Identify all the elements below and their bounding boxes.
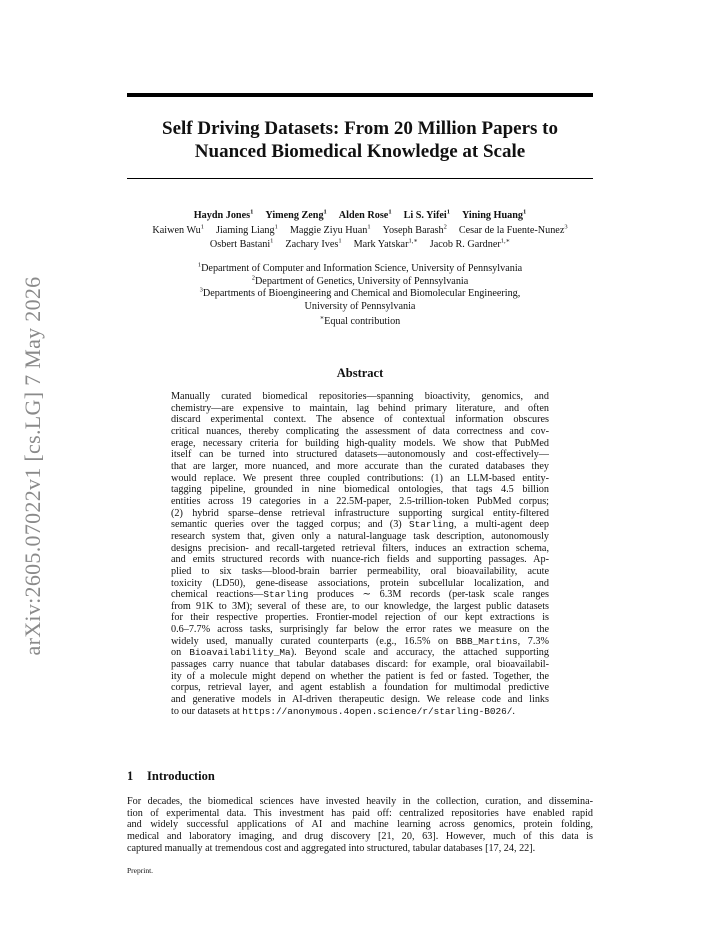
author-row [110,209,610,224]
author-affiliation-mark: 1 [323,208,327,216]
text-line: that are larger, more nuanced, and more accurate than the curated databases they [171,460,549,472]
text-line: tagging pipeline, grounded in nine biomedical ontologies, that tags 4.5 billion [171,484,549,496]
author-name: Li S. Yifei$^1$ [403,208,450,221]
author-name: Mark Yatskar$^{1,∗}$ [353,237,418,250]
author-name: Osbert Bastani$^1$ [209,237,274,250]
affiliation-text: Department of Computer and Information Science, University of Pennsylvania [201,263,523,274]
affiliations [110,263,610,329]
author-affiliation-mark: 1 [274,223,278,231]
affiliation-line [110,288,610,301]
author-affiliation-mark: 1,∗ [408,237,418,245]
code-term: https://anonymous.4open.science/r/starling-B026/ [242,705,513,717]
author-row [110,238,610,253]
affiliation-text: Department of Genetics, University of Pennsylvania [254,275,469,287]
affiliation-line [110,276,610,289]
text-line: erage, necessary criteria for building high-quality models. We show that PubMed [171,437,549,449]
title-rule-bottom [127,178,593,179]
title-line: Self Driving Datasets: From 20 Million Papers to [162,118,558,139]
abstract-heading: Abstract [336,366,384,380]
title-rule-top [127,93,593,97]
affiliation-text: University of Pennsylvania [304,300,416,312]
equal-contribution-note [110,316,610,329]
text-line: (2) hybrid sparse–dense retrieval infrastructure supporting surgical entity-filtered [171,507,549,519]
arxiv-stamp: arXiv:2605.07022v1 [cs.LG] 7 May 2026 [20,276,45,656]
code-term: Starling [408,519,454,531]
author-name: Maggie Ziyu Huan$^1$ [289,223,371,236]
author-affiliation-mark: 1 [338,237,342,245]
abstract-body [171,391,549,717]
text-line: corpus, retrieval layer, and agent establish a foundation for multimodal predictive [171,682,549,694]
text-line: would replace. We present three coupled contributions: (1) an LLM-based entity- [171,472,549,484]
author-affiliation-mark: 2 [443,223,447,231]
text-line: to our datasets at https://anonymous.4open.science/r/starling-B026/. [171,705,515,717]
author-affiliation-mark: 1 [523,208,527,216]
text-line: semantic queries over the tagged corpus; and (3) Starling, a multi-agent deep [171,519,549,531]
code-term: Starling [263,589,309,601]
introduction-body [127,796,593,854]
author-name: Cesar de la Fuente-Nunez$^3$ [458,223,568,236]
text-line: widely used, manually curated counterparts (e.g., 16.5% on BBB_Martins, 7.3% [171,635,549,647]
author-name: Jacob R. Gardner$^{1,∗}$ [429,237,511,250]
text-line: and generative models in AI-driven therapeutic design. We release code and links [171,694,549,706]
text-line: captured manually at tremendous cost and aggregated into structured, tabular databases [17, 24, 22]. [127,842,536,854]
text-line: and emits structured records with nuance-rich fields and supporting passages. Ap- [171,554,549,566]
text-line: For decades, the biomedical sciences have invested heavily in the collection, curation, and dissemina- [127,796,593,807]
author-name: Yoseph Barash$^2$ [382,223,447,236]
text-line: ity of a molecule might depend on whether the patient is fed or fasted. Together, the [171,670,549,682]
equal-contribution-mark: ∗ [319,314,325,322]
text-line: from 91K to 3M); several of these are, to our knowledge, the largest public datasets [171,600,549,612]
text-line: designs precision- and recall-targeted retrieval filters, induces an extraction schema, [171,542,549,554]
text-line: itself can be turned into structured datasets—autonomously and cost-effectively— [171,449,549,461]
author-name: Yining Huang$^1$ [461,208,527,221]
affiliation-mark: 2 [251,274,255,282]
author-affiliation-mark: 1 [388,208,392,216]
code-term: BBB_Martins [455,635,518,647]
text-line: chemical reactions—Starling produces ∼ 6.3M records (per-task scale ranges [171,589,549,601]
text-line: research system that, given only a natural-language task description, autonomously [171,530,549,542]
section-heading [127,769,215,784]
author-block [110,209,610,253]
author-name: Yimeng Zeng$^1$ [265,208,327,221]
author-affiliation-mark: 1 [270,237,274,245]
section-number: 1 [127,769,134,783]
text-line: toxicity (LD50), gene-disease associations, protein subcellular localization, and [171,577,549,589]
author-row [110,224,610,239]
author-affiliation-mark: 1,∗ [500,237,511,245]
section-title: Introduction [147,769,215,783]
equal-contribution-text: Equal contribution [324,316,401,328]
author-affiliation-mark: 1 [446,208,450,216]
text-line: passages carry nuance that tabular databases discard: for example, oral bioavailabil- [171,659,549,671]
text-line: plied to six tasks—blood-brain barrier permeability, oral bioavailability, acute [171,565,549,577]
author-affiliation-mark: 3 [564,223,568,231]
author-name: Zachary Ives$^1$ [285,237,342,250]
text-line: tion of experimental data. This investment has paid off: centralized repositories have enabled rapid [127,807,593,819]
title-line: Nuanced Biomedical Knowledge at Scale [194,141,526,162]
affiliation-line [110,263,610,276]
author-affiliation-mark: 1 [200,223,205,231]
affiliation-text: Departments of Bioengineering and Chemical and Biomolecular Engineering, [202,288,521,300]
author-name: Kaiwen Wu$^1$ [152,223,205,236]
text-line: entities across 19 categories in a 22.5M-paper, 2.5-trillion-token PubMed corpus; [171,495,549,507]
text-line: on Bioavailability_Ma). Beyond scale and accuracy, the attached supporting [171,647,549,659]
affiliation-mark: 1 [197,261,202,269]
author-name: Jiaming Liang$^1$ [216,223,278,236]
text-line: chemistry—are expensive to maintain, lag behind primary literature, and often [171,402,549,414]
text-line: Manually curated biomedical repositories—spanning bioactivity, genomics, and [171,391,549,402]
preprint-footer: Preprint. [127,866,154,875]
author-name: Haydn Jones$^1$ [193,208,254,221]
author-affiliation-mark: 1 [250,208,254,216]
affiliation-line [110,301,610,314]
text-line: and widely successful applications of AI and machine learning across genomics, protein folding, [127,819,593,831]
author-name: Alden Rose$^1$ [338,208,392,221]
affiliation-mark: 3 [199,286,203,294]
text-line: critical nuances, thereby complicating the assessment of data correctness and cov- [171,425,549,437]
text-line: medical and laboratory imaging, and drug discovery [21, 20, 63]. However, much of this data is [127,830,593,842]
paper-title [127,117,593,163]
text-line: 0.6–7.7% across tasks, surprisingly far below the error rates we measure on the [171,624,549,636]
text-line: discard experimental context. The absence of contextual information obscures [171,414,549,426]
code-term: Bioavailability_Ma [189,647,291,659]
author-affiliation-mark: 1 [367,223,371,231]
text-line: for their respective properties. Frontier-model rejection of our kept extractions is [171,612,549,624]
